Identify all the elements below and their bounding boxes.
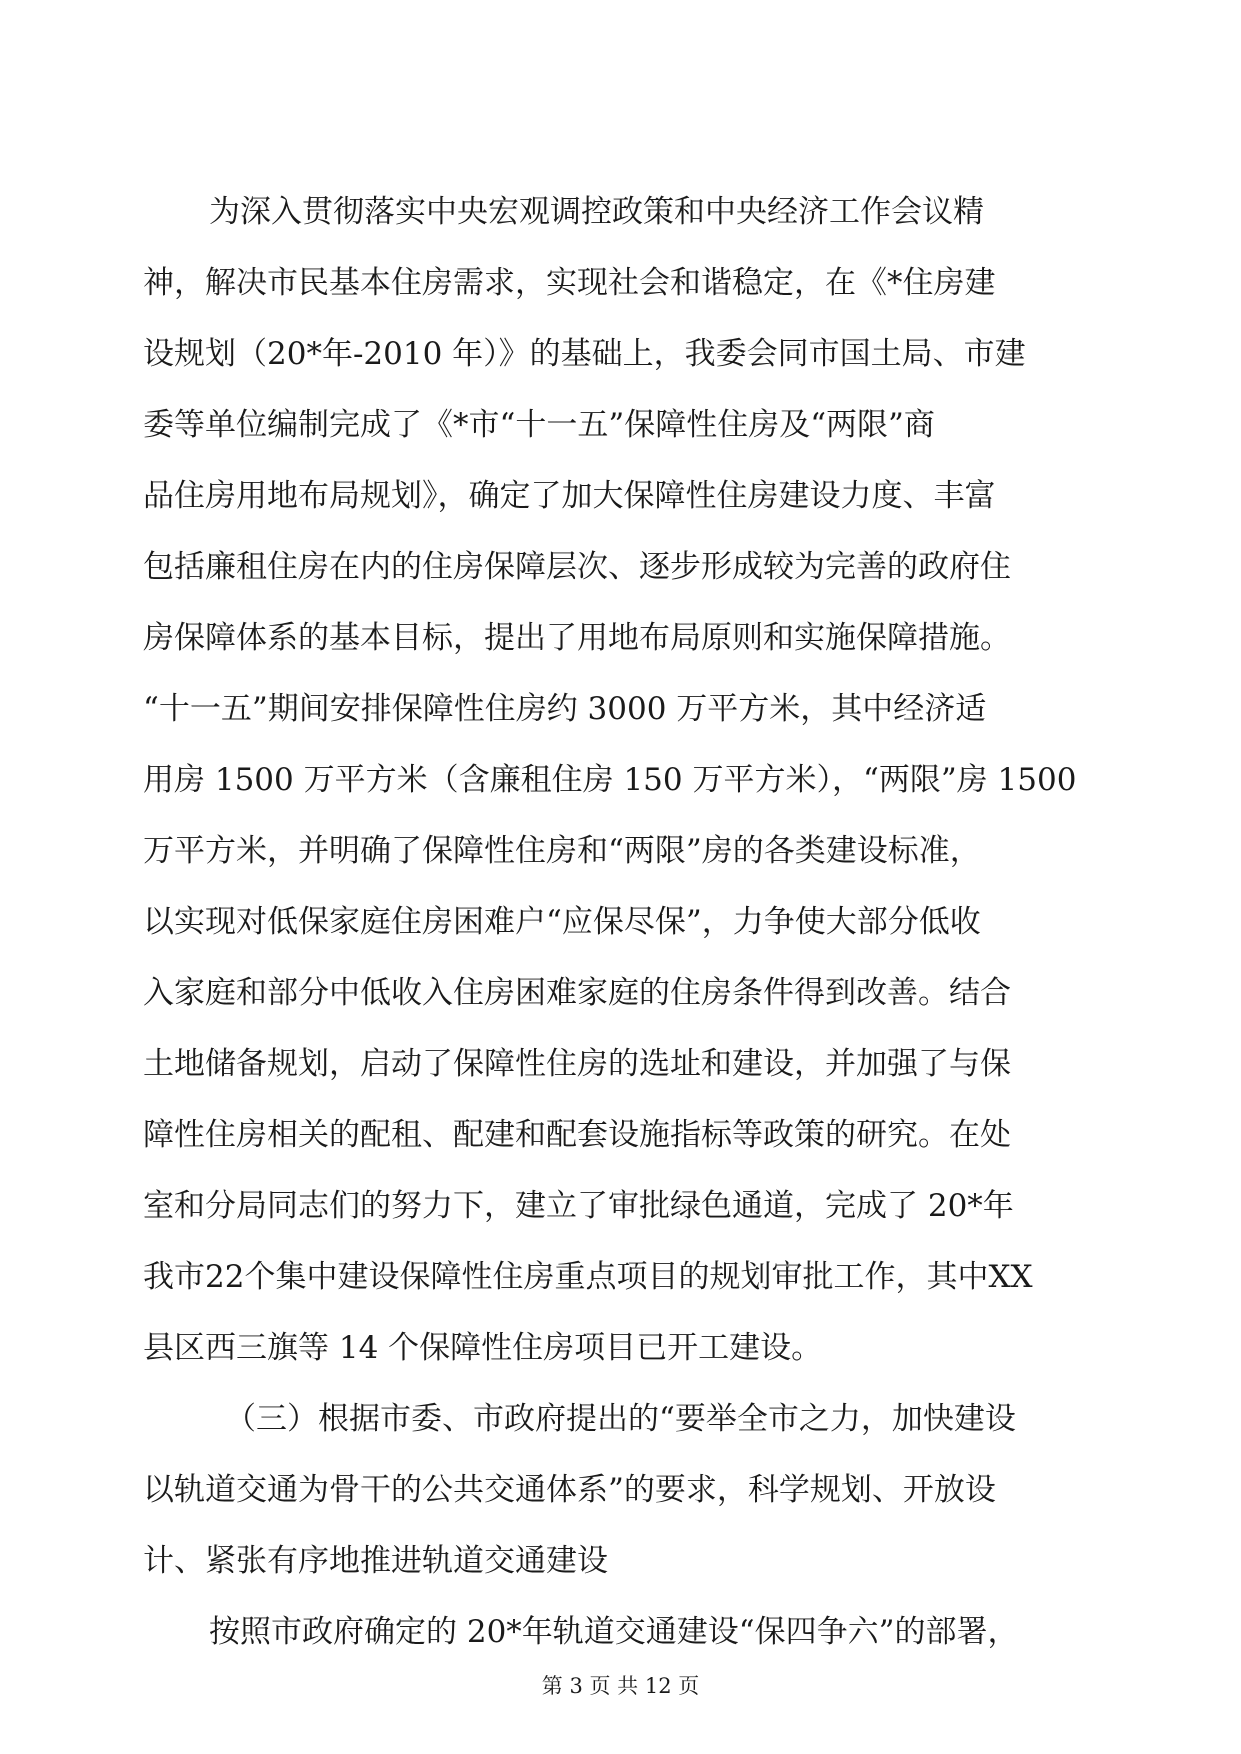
text-line-content: 计、紧张有序地推进轨道交通建设 bbox=[143, 1543, 608, 1579]
text-line-content: 障性住房相关的配租、配建和配套设施指标等政策的研究。在处 bbox=[143, 1117, 1011, 1153]
text-line-content: （三）根据市委、市政府提出的“要举全市之力，加快建设 bbox=[225, 1401, 1016, 1437]
text-line-content: 用房 1500 万平方米（含廉租住房 150 万平方米），“两限”房 1500 bbox=[143, 762, 1077, 798]
text-line-content: 土地储备规划，启动了保障性住房的选址和建设，并加强了与保 bbox=[143, 1046, 1011, 1082]
text-line-content: 万平方米，并明确了保障性住房和“两限”房的各类建设标准， bbox=[143, 833, 981, 869]
text-line-content: 按照市政府确定的 20*年轨道交通建设“保四争六”的部署， bbox=[209, 1614, 1019, 1650]
text-line-content: 入家庭和部分中低收入住房困难家庭的住房条件得到改善。结合 bbox=[143, 975, 1011, 1011]
text-line-content: “十一五”期间安排保障性住房约 3000 万平方米，其中经济适 bbox=[143, 691, 987, 727]
text-line-content: 设规划（20*年-2010 年）》的基础上，我委会同市国土局、市建 bbox=[143, 336, 1026, 372]
text-line-content: 室和分局同志们的努力下，建立了审批绿色通道，完成了 20*年 bbox=[143, 1188, 1014, 1224]
text-line-content: 神，解决市民基本住房需求，实现社会和谐稳定，在《*住房建 bbox=[143, 265, 996, 301]
page-number-footer: 第 3 页 共 12 页 bbox=[541, 1674, 700, 1698]
text-line-content: 以轨道交通为骨干的公共交通体系”的要求，科学规划、开放设 bbox=[143, 1472, 996, 1508]
text-line-content: 房保障体系的基本目标，提出了用地布局原则和实施保障措施。 bbox=[143, 620, 1011, 656]
text-line-content: 品住房用地布局规划》，确定了加大保障性住房建设力度、丰富 bbox=[143, 478, 996, 514]
text-line-content: 我市22个集中建设保障性住房重点项目的规划审批工作，其中XX bbox=[143, 1259, 1033, 1295]
text-line-content: 以实现对低保家庭住房困难户“应保尽保”，力争使大部分低收 bbox=[143, 904, 981, 940]
text-line-content: 委等单位编制完成了《*市“十一五”保障性住房及“两限”商 bbox=[143, 407, 935, 443]
text-line-content: 县区西三旗等 14 个保障性住房项目已开工建设。 bbox=[143, 1330, 823, 1366]
text-line-content: 包括廉租住房在内的住房保障层次、逐步形成较为完善的政府住 bbox=[143, 549, 1011, 585]
text-line-content: 为深入贯彻落实中央宏观调控政策和中央经济工作会议精 bbox=[209, 194, 984, 230]
